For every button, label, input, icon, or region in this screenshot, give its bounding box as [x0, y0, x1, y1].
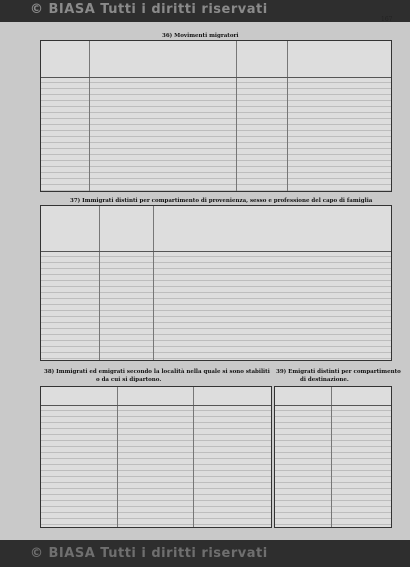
table-36-divider: [89, 41, 90, 191]
table-39-divider: [331, 387, 332, 527]
table-37: [40, 205, 392, 361]
section-36-title: 36) Movimenti migratori: [162, 33, 239, 39]
table-39: [274, 386, 392, 528]
table-38-rows: [41, 405, 271, 527]
table-36-header-rule: [41, 77, 391, 78]
section-38-title-line2: o da cui si dipartono.: [96, 377, 162, 383]
section-37-title: 37) Immigrati distinti per compartimento di provenienza, sesso e professione del capo di famiglia: [70, 198, 373, 204]
table-38-divider: [117, 387, 118, 527]
section-39-title-line2: di destinazione.: [300, 377, 349, 383]
table-36-divider: [236, 41, 237, 191]
table-36-rows: [41, 77, 391, 191]
table-37-divider: [99, 206, 100, 360]
section-38-title-line1: 38) Immigrati ed emigrati secondo la località nella quale si sono stabiliti: [44, 369, 270, 375]
table-37-header-rule: [41, 251, 391, 252]
table-37-divider: [153, 206, 154, 360]
table-38-header-rule: [41, 405, 271, 406]
table-37-rows: [41, 251, 391, 360]
section-39-title-line1: 39) Emigrati distinti per compartimento: [276, 369, 401, 375]
table-36: [40, 40, 392, 192]
watermark-top: © BIASA Tutti i diritti riservati: [30, 2, 268, 17]
table-36-divider: [287, 41, 288, 191]
table-39-header-rule: [275, 405, 391, 406]
watermark-bottom: © BIASA Tutti i diritti riservati: [30, 546, 268, 561]
table-38: [40, 386, 272, 528]
table-38-divider: [193, 387, 194, 527]
page-number: 167: [381, 16, 393, 23]
table-39-rows: [275, 405, 391, 527]
